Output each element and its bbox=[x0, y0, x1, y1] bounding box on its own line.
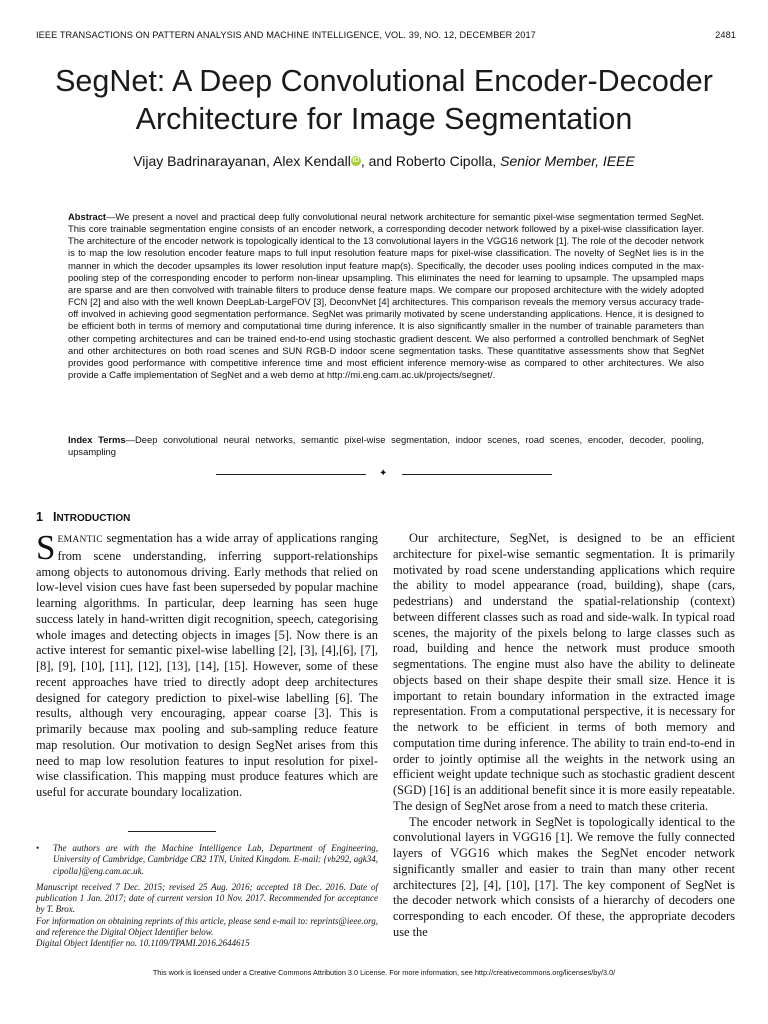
section-number: 1 bbox=[36, 510, 43, 524]
divider-line-left bbox=[216, 474, 366, 475]
index-terms-label: Index Terms bbox=[68, 434, 126, 445]
bullet-icon: • bbox=[36, 843, 40, 853]
footnote-rule bbox=[128, 831, 216, 832]
index-terms bbox=[68, 434, 704, 458]
page-number: 2481 bbox=[715, 30, 736, 40]
intro-paragraph-3: The encoder network in SegNet is topologically identical to the convolutional layers in VGG16 [1]. We remove the fully connected layers of VGG16 which makes the SegNet encoder network significantly smaller and easier to train than many other recent architectures [2], [4], [10], [17]. The key component of SegNet is the decoder network which consists of a hierarchy of decoders one corresponding to each encoder. Of these, the appropriate decoders use the bbox=[393, 814, 735, 939]
section-title-initial: I bbox=[52, 510, 57, 524]
doi-note: Digital Object Identifier no. 10.1109/TPAMI.2016.2644615 bbox=[36, 938, 250, 949]
running-header bbox=[36, 30, 736, 40]
abstract bbox=[68, 211, 704, 381]
abstract-label: Abstract bbox=[68, 211, 107, 222]
left-column-body bbox=[36, 528, 378, 801]
orcid-icon[interactable]: iD bbox=[352, 157, 360, 164]
affiliation-note bbox=[36, 843, 378, 877]
journal-info: IEEE TRANSACTIONS ON PATTERN ANALYSIS AND MACHINE INTELLIGENCE, VOL. 39, NO. 12, DECEMBER 2017 bbox=[36, 30, 536, 40]
section-heading bbox=[36, 510, 130, 524]
intro-paragraph-2: Our architecture, SegNet, is designed to be an efficient architecture for pixel-wise semantic segmentation. It is primarily motivated by road scene understanding applications which require the ability to model appearance (road, building), shape (cars, pedestrians) and understand the spatial-relationship (context) between different classes such as road and side-walk. In typical road scenes, the majority of the pixels belong to large classes such as road, building and hence the network must produce smooth segmentations. The engine must also have the ability to delineate objects based on their shape despite their small size. Hence it is important to retain boundary information in the extracted image representation. From a computational perspective, it is necessary for the network to be efficient in terms of both memory and computation time during inference. The ability to train end-to-end in order to jointly optimise all the weights in the network using an efficient weight update technique such as stochastic gradient descent (SGD) [16] is an additional benefit since it is more easily repeatable. The design of SegNet arose from a need to match these criteria. bbox=[393, 531, 735, 813]
index-terms-text: —Deep convolutional neural networks, semantic pixel-wise segmentation, indoor scenes, road scenes, encoder, decoder, pooling, upsampling bbox=[68, 434, 704, 458]
paper-title bbox=[20, 62, 748, 138]
section-divider bbox=[216, 468, 552, 480]
section-title-rest: NTRODUCTION bbox=[56, 513, 131, 524]
small-caps-word: EMANTIC bbox=[57, 535, 103, 545]
intro-paragraph-1-text: segmentation has a wide array of applications ranging from scene understanding, inferring support-relationships among objects to autonomous driving. Early methods that relied on low-level vision cues have fast been superseded by popular machine learning algorithms. In particular, deep learning has seen huge success lately in hand-written digit recognition, speech, categorising whole images and detecting objects in images [5]. Now there is an active interest for semantic pixel-wise labelling [2], [3], [4],[6], [7], [8], [9], [10], [11], [12], [13], [14], [15]. However, some of these recent approaches have tried to directly adopt deep architectures designed for category prediction to pixel-wise labelling [6]. The results, although very encouraging, appear coarse [3]. This is primarily because max pooling and sub-sampling reduce feature map resolution. Our motivation to design SegNet arises from this need to map low resolution features to input resolution for pixel-wise classification. This mapping must produce features which are useful for accurate boundary localization. bbox=[36, 531, 378, 799]
abstract-text: —We present a novel and practical deep fully convolutional neural network architecture for semantic pixel-wise segmentation termed SegNet. This core trainable segmentation engine consists of an encoder network, a corresponding decoder network followed by a pixel-wise classification layer. The architecture of the encoder network is topologically identical to the 13 convolutional layers in the VGG16 network [1]. The role of the decoder network is to map the low resolution encoder feature maps to full input resolution feature maps for pixel-wise classification. The novelty of SegNet lies is in the manner in which the decoder upsamples its lower resolution input feature map(s). Specifically, the decoder uses pooling indices computed in the max-pooling step of the corresponding encoder to perform non-linear upsampling. This eliminates the need for learning to upsample. The upsampled maps are sparse and are then convolved with trainable filters to produce dense feature maps. We compare our proposed architecture with the widely adopted FCN [2] and also with the well known DeepLab-LargeFOV [3], DeconvNet [4] architectures. This comparison reveals the memory versus accuracy trade-off involved in achieving good segmentation performance. SegNet was primarily motivated by scene understanding applications. Hence, it is designed to be efficient both in terms of memory and computational time during inference. It is also significantly smaller in the number of trainable parameters than other competing architectures and can be trained end-to-end using stochastic gradient descent. We also performed a controlled benchmark of SegNet and other architectures on both road scenes and SUN RGB-D indoor scene segmentation tasks. These quantitative assessments show that SegNet provides good performance with competitive inference time and most efficient inference memory-wise as compared to other architectures. We also provide a Caffe implementation of SegNet and a web demo at http://mi.eng.cam.ac.uk/projects/segnet/. bbox=[68, 211, 704, 381]
title-line-1: SegNet: A Deep Convolutional Encoder-Decoder bbox=[55, 64, 713, 98]
manuscript-note: Manuscript received 7 Dec. 2015; revised 25 Aug. 2016; accepted 18 Dec. 2016. Date of publication 1 Jan. 2017; date of current version 10 Nov. 2017. Recommended for acceptance by T. Brox. bbox=[36, 881, 378, 915]
author-names-2: , and Roberto Cipolla, bbox=[360, 153, 501, 169]
divider-line-right bbox=[402, 474, 552, 475]
author-role: Senior Member, IEEE bbox=[500, 153, 635, 169]
author-line bbox=[20, 153, 748, 169]
author-names-1: Vijay Badrinarayanan, Alex Kendall bbox=[133, 153, 351, 169]
license-notice: This work is licensed under a Creative Commons Attribution 3.0 License. For more information, see http://creativecommons.org/licenses/by/3.0/ bbox=[152, 968, 616, 977]
divider-diamond-icon: ✦ bbox=[379, 468, 388, 479]
drop-cap: S bbox=[36, 528, 56, 567]
title-line-2: Architecture for Image Segmentation bbox=[135, 102, 633, 136]
intro-paragraph-1 bbox=[36, 528, 378, 801]
affiliation-text: The authors are with the Machine Intelligence Lab, Department of Engineering, University of Cambridge, Cambridge CB2 1TN, United Kingdom. E-mail: {vb292, agk34, cipolla}@eng.cam.ac.uk. bbox=[53, 843, 378, 876]
reprints-note: For information on obtaining reprints of this article, please send e-mail to: reprints@ieee.org, and reference the Digital Object Identifier below. bbox=[36, 915, 378, 938]
footnotes bbox=[36, 843, 378, 950]
right-column-body bbox=[393, 531, 735, 941]
